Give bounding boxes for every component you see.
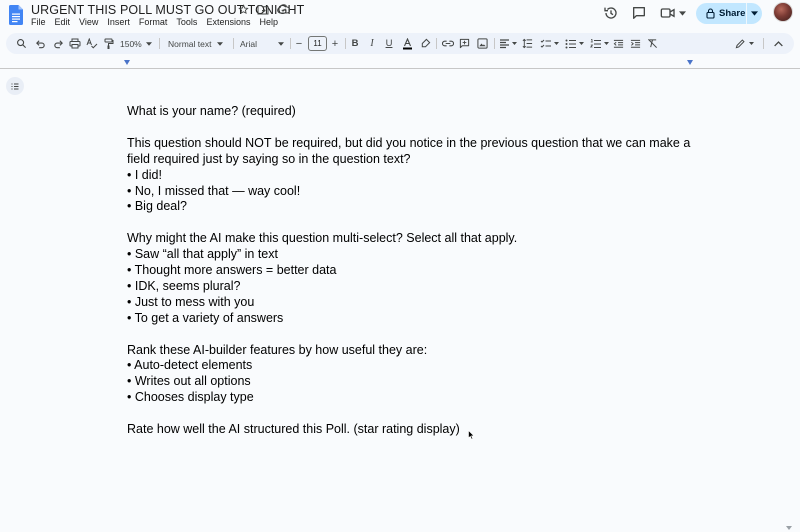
chevron-down-icon bbox=[751, 11, 758, 16]
move-folder-icon[interactable] bbox=[256, 2, 270, 16]
avatar[interactable] bbox=[773, 2, 793, 22]
doc-line: • IDK, seems plural? bbox=[127, 278, 241, 293]
decrease-font-size-button[interactable]: − bbox=[295, 37, 303, 50]
chevron-down-icon bbox=[749, 42, 754, 45]
increase-font-size-button[interactable]: + bbox=[331, 37, 339, 50]
doc-line: Why might the AI make this question multi-select? Select all that apply. bbox=[127, 231, 518, 246]
cloud-saved-icon[interactable] bbox=[276, 2, 290, 16]
insert-link-icon[interactable] bbox=[441, 35, 454, 52]
star-icon[interactable] bbox=[236, 2, 250, 16]
document-body[interactable] bbox=[127, 104, 691, 438]
chevron-down-icon bbox=[278, 42, 284, 46]
share-options-button[interactable] bbox=[747, 11, 762, 16]
collapse-menus-icon[interactable] bbox=[771, 35, 785, 52]
italic-button[interactable]: I bbox=[370, 38, 374, 49]
bold-button[interactable]: B bbox=[351, 38, 359, 49]
share-label: Share bbox=[719, 8, 746, 19]
ruler-line bbox=[0, 68, 800, 69]
doc-line: • Just to mess with you bbox=[127, 294, 255, 309]
editing-mode-select[interactable] bbox=[733, 35, 755, 52]
doc-line: Rate how well the AI structured this Poll. (star rating display) bbox=[127, 422, 460, 437]
toolbar-divider bbox=[159, 38, 160, 49]
chevron-down-icon bbox=[679, 11, 686, 16]
mouse-pointer-icon bbox=[468, 427, 475, 445]
chevron-down-icon bbox=[604, 42, 609, 45]
video-camera-icon bbox=[660, 7, 676, 19]
numbered-list-select[interactable] bbox=[588, 35, 610, 52]
increase-indent-icon[interactable] bbox=[629, 35, 642, 52]
chevron-down-icon bbox=[579, 42, 584, 45]
lock-icon bbox=[706, 8, 715, 19]
menu-tools[interactable]: Tools bbox=[176, 17, 198, 27]
vertical-scrollbar[interactable] bbox=[791, 70, 800, 532]
menu-view[interactable]: View bbox=[79, 17, 99, 27]
toolbar-divider bbox=[290, 38, 291, 49]
font-family-value: Arial bbox=[240, 38, 258, 49]
paint-format-icon[interactable] bbox=[102, 35, 116, 52]
doc-line: • I did! bbox=[127, 167, 162, 182]
doc-line: field required just by saying so in the question text? bbox=[127, 151, 411, 166]
doc-line: This question should NOT be required, but did you notice in the previous question that we can make a bbox=[127, 135, 691, 150]
toolbar-divider bbox=[763, 38, 764, 49]
toolbar bbox=[6, 33, 794, 54]
menu-bar bbox=[31, 17, 278, 27]
share-divider bbox=[746, 3, 747, 24]
paragraph-style-value: Normal text bbox=[168, 38, 212, 49]
line-spacing-icon[interactable] bbox=[521, 35, 534, 52]
decrease-indent-icon[interactable] bbox=[612, 35, 625, 52]
underline-button[interactable]: U bbox=[385, 38, 393, 49]
add-comment-icon[interactable] bbox=[458, 35, 471, 52]
numbered-list-icon bbox=[590, 39, 602, 49]
highlight-color-icon[interactable] bbox=[419, 35, 431, 52]
doc-line: • Saw “all that apply” in text bbox=[127, 247, 278, 262]
doc-line: Rank these AI-builder features by how useful they are: bbox=[127, 342, 428, 357]
doc-line: • No, I missed that — way cool! bbox=[127, 183, 301, 198]
bulleted-list-icon bbox=[565, 39, 577, 49]
redo-icon[interactable] bbox=[51, 35, 65, 52]
spellcheck-icon[interactable] bbox=[85, 35, 99, 52]
zoom-value: 150% bbox=[120, 38, 142, 49]
docs-logo-icon[interactable] bbox=[9, 5, 23, 25]
doc-line: What is your name? (required) bbox=[127, 104, 296, 118]
insert-image-icon[interactable] bbox=[476, 35, 489, 52]
share-main[interactable] bbox=[696, 3, 746, 24]
font-family-select[interactable] bbox=[240, 35, 290, 52]
checklist-icon bbox=[540, 39, 552, 49]
blank-line bbox=[127, 215, 687, 231]
zoom-select[interactable] bbox=[120, 35, 154, 52]
clear-formatting-icon[interactable] bbox=[646, 35, 659, 52]
chevron-down-icon bbox=[146, 42, 152, 46]
menu-edit[interactable]: Edit bbox=[54, 17, 71, 27]
menu-extensions[interactable]: Extensions bbox=[206, 17, 251, 27]
menu-file[interactable]: File bbox=[31, 17, 46, 27]
document-outline-button[interactable] bbox=[6, 77, 24, 95]
title-actions bbox=[236, 2, 290, 16]
version-history-icon[interactable] bbox=[603, 5, 619, 21]
text-color-icon bbox=[402, 38, 413, 50]
toolbar-divider bbox=[345, 38, 346, 49]
font-size-input[interactable]: 11 bbox=[308, 36, 327, 51]
checklist-select[interactable] bbox=[538, 35, 560, 52]
outline-list-icon bbox=[11, 83, 19, 90]
doc-line: • Auto-detect elements bbox=[127, 358, 253, 373]
document-title[interactable]: URGENT THIS POLL MUST GO OUT TONIGHT bbox=[31, 3, 305, 17]
chevron-down-icon bbox=[554, 42, 559, 45]
blank-line bbox=[127, 406, 687, 422]
print-icon[interactable] bbox=[68, 35, 82, 52]
comments-icon[interactable] bbox=[631, 5, 647, 21]
text-color-button[interactable] bbox=[401, 35, 413, 52]
meet-button[interactable] bbox=[660, 4, 686, 22]
scroll-down-arrow-icon[interactable] bbox=[784, 520, 794, 530]
menu-help[interactable]: Help bbox=[259, 17, 278, 27]
undo-icon[interactable] bbox=[33, 35, 47, 52]
bulleted-list-select[interactable] bbox=[563, 35, 585, 52]
doc-line: • To get a variety of answers bbox=[127, 310, 284, 325]
pencil-icon bbox=[735, 38, 746, 49]
menu-insert[interactable]: Insert bbox=[107, 17, 130, 27]
toolbar-divider bbox=[233, 38, 234, 49]
blank-line bbox=[127, 327, 687, 343]
align-left-icon bbox=[499, 39, 510, 49]
doc-line: • Thought more answers = better data bbox=[127, 263, 337, 278]
right-indent-marker[interactable] bbox=[687, 60, 693, 65]
toolbar-divider bbox=[494, 38, 495, 49]
doc-line: • Big deal? bbox=[127, 199, 187, 214]
align-select[interactable] bbox=[498, 35, 518, 52]
toolbar-divider bbox=[436, 38, 437, 49]
share-button[interactable] bbox=[696, 3, 762, 24]
search-menus-icon[interactable] bbox=[14, 35, 28, 52]
chevron-down-icon bbox=[512, 42, 517, 45]
blank-line bbox=[127, 120, 687, 136]
doc-line: • Writes out all options bbox=[127, 374, 251, 389]
doc-line: • Chooses display type bbox=[127, 390, 254, 405]
paragraph-style-select[interactable] bbox=[168, 35, 230, 52]
chevron-down-icon bbox=[217, 42, 223, 46]
left-indent-marker[interactable] bbox=[124, 60, 130, 65]
menu-format[interactable]: Format bbox=[138, 17, 168, 27]
